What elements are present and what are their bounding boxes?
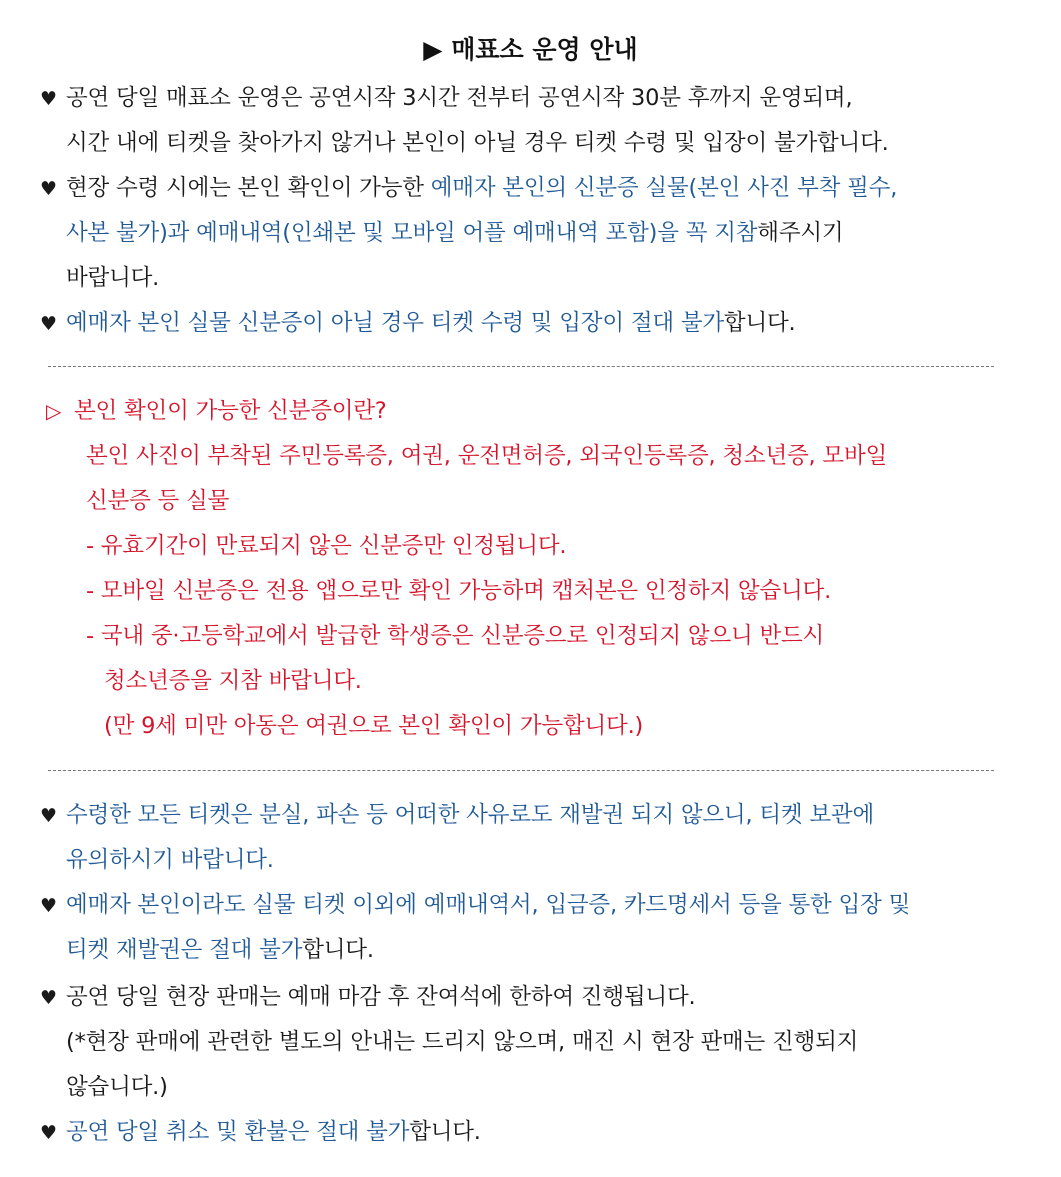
s2-line4: - 모바일 신분증은 전용 앱으로만 확인 가능하며 캡처본은 인정하지 않습니다. <box>86 578 832 604</box>
heart-bullet-icon: ♥ <box>40 88 57 110</box>
s1-item1-line2: 시간 내에 티켓을 찾아가지 않거나 본인이 아닐 경우 티켓 수령 및 입장이 불가합니다. <box>66 130 889 156</box>
page-title: ▶ 매표소 운영 안내 <box>423 35 638 64</box>
s3-item1-line2: 유의하시기 바랍니다. <box>66 847 274 873</box>
s1-item2-line2: 사본 불가)과 예매내역(인쇄본 및 모바일 어플 예매내역 포함)을 꼭 지참해주시기 <box>66 220 844 246</box>
s2-line6: 청소년증을 지참 바랍니다. <box>104 668 362 694</box>
s2-line1: 본인 사진이 부착된 주민등록증, 여권, 운전면허증, 외국인등록증, 청소년증, 모바일 <box>86 443 888 469</box>
s2-line2: 신분증 등 실물 <box>86 488 230 514</box>
s3-item3-line3: 않습니다.) <box>66 1074 168 1100</box>
s3-item1-line1: ♥ 수령한 모든 티켓은 분실, 파손 등 어떠한 사유로도 재발권 되지 않으니, 티켓 보관에 <box>40 800 874 831</box>
heart-bullet-icon: ♥ <box>40 805 57 827</box>
s1-item2-line3: 바랍니다. <box>66 265 160 291</box>
s1-item3: ♥ 예매자 본인 실물 신분증이 아닐 경우 티켓 수령 및 입장이 절대 불가합니다. <box>40 308 795 339</box>
s3-item3-line2: (*현장 판매에 관련한 별도의 안내는 드리지 않으며, 매진 시 현장 판매는 진행되지 <box>66 1029 859 1055</box>
divider-top <box>48 366 994 367</box>
heart-bullet-icon: ♥ <box>40 987 57 1009</box>
s1-item2-line1: ♥ 현장 수령 시에는 본인 확인이 가능한 예매자 본인의 신분증 실물(본인 사진 부착 필수, <box>40 173 897 204</box>
heart-bullet-icon: ♥ <box>40 313 57 335</box>
s2-line3: - 유효기간이 만료되지 않은 신분증만 인정됩니다. <box>86 533 567 559</box>
triangle-outline-icon: ▷ <box>46 399 62 423</box>
s2-line5: - 국내 중·고등학교에서 발급한 학생증은 신분증으로 인정되지 않으니 반드시 <box>86 623 825 649</box>
s2-line7: (만 9세 미만 아동은 여권으로 본인 확인이 가능합니다.) <box>104 713 644 739</box>
heart-bullet-icon: ♥ <box>40 178 57 200</box>
divider-bottom <box>48 770 994 771</box>
s3-item4: ♥ 공연 당일 취소 및 환불은 절대 불가합니다. <box>40 1117 481 1148</box>
s1-item1-line1: ♥ 공연 당일 매표소 운영은 공연시작 3시간 전부터 공연시작 30분 후까지 운영되며, <box>40 83 852 114</box>
s3-item3-line1: ♥ 공연 당일 현장 판매는 예매 마감 후 잔여석에 한하여 진행됩니다. <box>40 982 695 1013</box>
s2-heading: ▷ 본인 확인이 가능한 신분증이란? <box>46 398 387 424</box>
heart-bullet-icon: ♥ <box>40 895 57 917</box>
heart-bullet-icon: ♥ <box>40 1122 57 1144</box>
s3-item2-line1: ♥ 예매자 본인이라도 실물 티켓 이외에 예매내역서, 입금증, 카드명세서 등을 통한 입장 및 <box>40 890 910 921</box>
s3-item2-line2: 티켓 재발권은 절대 불가합니다. <box>66 937 374 963</box>
